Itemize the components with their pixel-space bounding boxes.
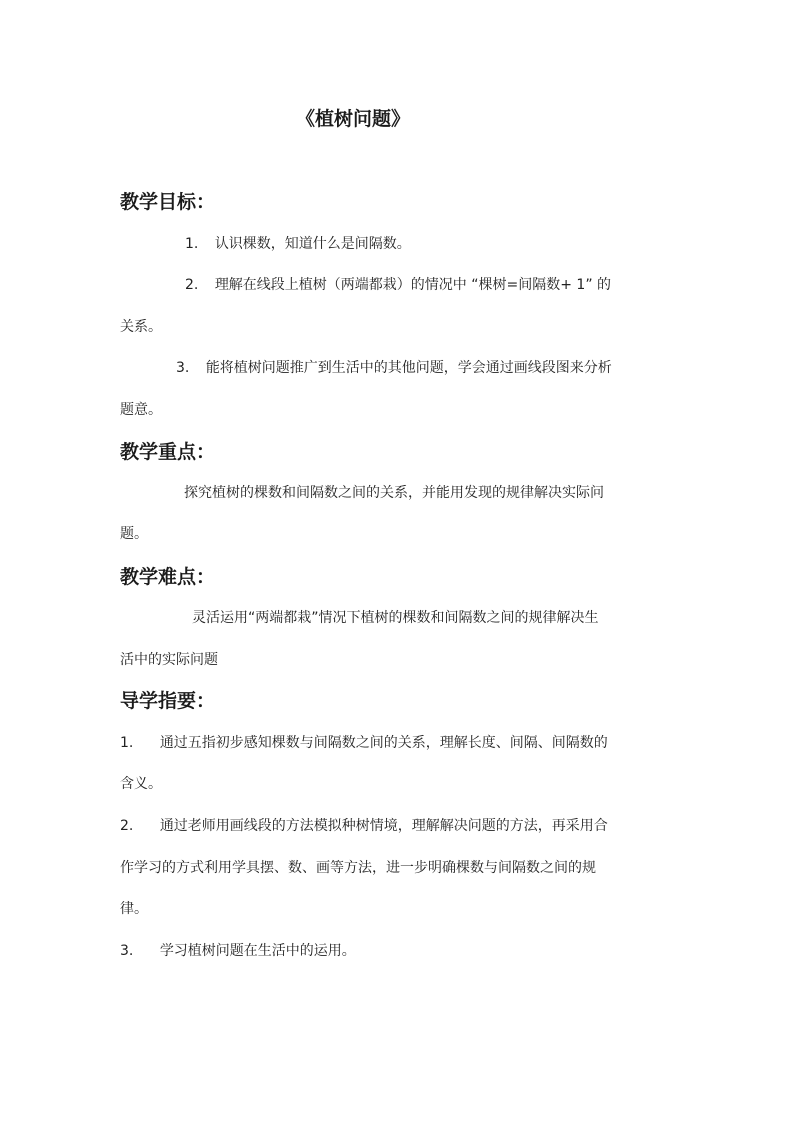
objective-1-text: 认识棵数，知道什么是间隔数。: [214, 236, 411, 252]
difficulties-heading: 教学难点：: [120, 566, 216, 588]
keypoints-heading: 教学重点：: [120, 441, 216, 463]
guide-1-continuation: 含义。: [120, 776, 162, 792]
guide-1-number: 1.: [120, 735, 134, 751]
guide-item-2: [120, 816, 608, 836]
guide-2-continuation-2: 律。: [120, 901, 148, 917]
objective-item-3: [176, 358, 612, 378]
objective-2-text: 理解在线段上植树（两端都栽）的情况中 “棵树=间隔数+ 1” 的: [214, 277, 612, 293]
objective-3-number: 3.: [176, 360, 190, 376]
guide-2-continuation: 作学习的方式利用学具摆、数、画等方法，进一步明确棵数与间隔数之间的规: [120, 860, 596, 876]
guide-heading: 导学指要：: [120, 690, 216, 712]
objective-item-2: [185, 275, 611, 295]
objective-2-number: 2.: [185, 277, 199, 293]
guide-2-text: 通过老师用画线段的方法模拟种树情境，理解解决问题的方法，再采用合: [159, 818, 608, 834]
objective-1-number: 1.: [185, 236, 199, 252]
guide-item-3: [120, 941, 356, 961]
difficulties-text: 灵活运用“两端都栽”情况下植树的棵数和间隔数之间的规律解决生: [192, 610, 599, 626]
guide-item-1: [120, 733, 608, 753]
guide-2-number: 2.: [120, 818, 134, 834]
difficulties-continuation: 活中的实际问题: [120, 652, 218, 668]
guide-3-number: 3.: [120, 943, 134, 959]
guide-3-text: 学习植树问题在生活中的运用。: [159, 943, 356, 959]
keypoints-continuation: 题。: [120, 526, 148, 542]
objective-3-continuation: 题意。: [120, 402, 162, 418]
objectives-heading: 教学目标：: [120, 191, 216, 213]
keypoints-text: 探究植树的棵数和间隔数之间的关系，并能用发现的规律解决实际问: [184, 485, 604, 501]
document-title: 《植树问题》: [296, 108, 411, 130]
guide-1-text: 通过五指初步感知棵数与间隔数之间的关系，理解长度、间隔、间隔数的: [159, 735, 608, 751]
objective-item-1: [185, 234, 411, 254]
objective-2-continuation: 关系。: [120, 319, 162, 335]
objective-3-text: 能将植树问题推广到生活中的其他问题，学会通过画线段图来分析: [205, 360, 612, 376]
